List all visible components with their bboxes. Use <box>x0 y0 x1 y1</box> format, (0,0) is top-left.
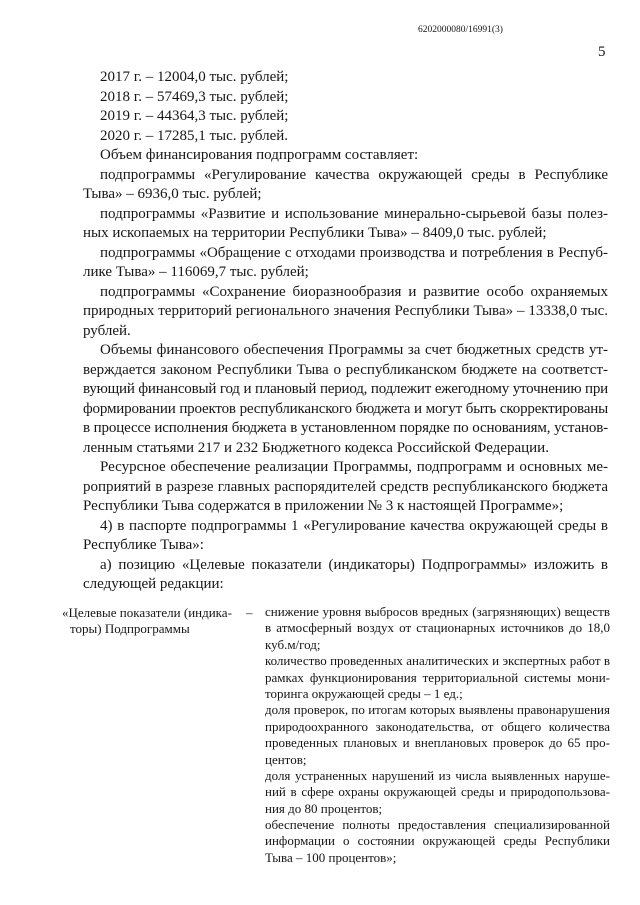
text-line: ных ископаемых на территории Республики Тыва» – 8409,0 тыс. рублей; <box>83 225 547 241</box>
text-line: роприятий в разрезе главных распорядителей средств республиканского бюджета <box>83 478 608 495</box>
text-line: вующий финансовый год и плановый период, подлежит ежегодному уточнению при <box>83 381 608 397</box>
table-value-line: природоохранного законодательства, от общего количества <box>265 718 610 734</box>
target-eliminated-violations-share <box>265 768 610 817</box>
text-line: Тыва» – 6936,0 тыс. рублей; <box>83 186 262 202</box>
funding-year-2020 <box>83 127 608 147</box>
budget-funding-paragraph <box>83 341 608 458</box>
table-value-line: Тыва – 100 процентов»; <box>265 849 397 865</box>
text-line: Объем финансирования подпрограмм составляет: <box>100 147 419 163</box>
text-line: Объемы финансового обеспечения Программы за счет бюджетных средств ут- <box>100 342 608 358</box>
targets-position-item-a <box>83 556 608 595</box>
funding-year-2017 <box>83 68 608 88</box>
text-line: верждается законом Республики Тыва о республиканском бюджете на соответст- <box>83 361 608 378</box>
text-line: а) позицию «Целевые показатели (индикаторы) Подпрограммы» изложить в <box>100 556 608 573</box>
text-line: 2020 г. – 17285,1 тыс. рублей. <box>100 127 289 144</box>
table-value-line: ния до 80 процентов; <box>265 800 383 816</box>
target-emissions-reduction <box>265 604 610 653</box>
table-value-line: проведенных плановых и внеплановых проверок до 65 про- <box>265 735 610 751</box>
passport-amendment-item-4 <box>83 517 608 556</box>
table-value-line: в атмосферный воздух от стационарных источников до 18,0 <box>265 620 610 636</box>
table-separator: – <box>246 605 253 620</box>
table-value-line: обеспечение полноты предоставления специализированной <box>265 817 610 833</box>
subprogram-environment-quality-funding <box>83 166 608 205</box>
text-line: в процессе исполнения бюджета в установленном порядке по основаниям, установ- <box>83 420 608 436</box>
subprogram-waste-funding <box>83 244 608 283</box>
text-line: ленным статьями 217 и 232 Бюджетного кодекса Российской Федерации. <box>83 439 549 456</box>
text-line: 2018 г. – 57469,3 тыс. рублей; <box>100 88 289 105</box>
text-line: природных территорий регионального значения Республики Тыва» – 13338,0 тыс. <box>83 303 608 319</box>
funding-year-2018 <box>83 88 608 108</box>
table-value-line: центов; <box>265 751 307 767</box>
text-line: 2019 г. – 44364,3 тыс. рублей; <box>100 108 289 124</box>
resource-provision-paragraph <box>83 458 608 517</box>
text-line: следующей редакции: <box>83 576 224 592</box>
text-line: 4) в паспорте подпрограммы 1 «Регулирование качества окружающей среды в <box>100 517 608 534</box>
table-label-line: торы) Подпрограммы <box>70 621 190 637</box>
table-value-line: доля проверок, по итогам которых выявлены правонарушения <box>265 702 610 718</box>
table-value-line: ний в сфере охраны окружающей среды и природопользова- <box>265 784 610 800</box>
table-value-line: рамках функционирования территориальной системы мони- <box>265 669 610 685</box>
text-line: подпрограммы «Обращение с отходами производства и потребления в Респуб- <box>100 244 608 261</box>
text-line: подпрограммы «Развитие и использование минерально-сырьевой базы полез- <box>100 205 608 222</box>
text-line: формировании проектов республиканского бюджета и могут быть скорректированы <box>83 400 608 417</box>
text-line: Республике Тыва»: <box>83 537 204 553</box>
subprograms-funding-intro <box>83 146 608 166</box>
body-text <box>83 68 608 595</box>
table-label <box>62 605 242 638</box>
table-value-line: снижение уровня выбросов вредных (загрязняющих) веществ <box>265 604 610 619</box>
text-line: подпрограммы «Сохранение биоразнообразия и развитие особо охраняемых <box>100 283 608 300</box>
target-monitoring-works <box>265 653 610 702</box>
table-value <box>265 604 610 866</box>
table-value-line: доля устраненных нарушений из числа выявленных наруше- <box>265 767 610 783</box>
target-violations-inspections-share <box>265 702 610 768</box>
subprogram-biodiversity-funding <box>83 283 608 342</box>
table-value-line: куб.м/год; <box>265 636 321 652</box>
text-line: лике Тыва» – 116069,7 тыс. рублей; <box>83 264 309 280</box>
text-line: рублей. <box>83 322 131 339</box>
table-value-line: количество проведенных аналитических и экспертных работ в <box>265 653 610 669</box>
subprogram-mineral-resources-funding <box>83 205 608 244</box>
target-information-completeness <box>265 817 610 866</box>
text-line: 2017 г. – 12004,0 тыс. рублей; <box>100 69 289 85</box>
table-value-line: торинга окружающей среды – 1 ед.; <box>265 685 463 701</box>
text-line: подпрограммы «Регулирование качества окружающей среды в Республике <box>100 166 608 183</box>
table-value-line: информации о состоянии окружающей среды Республики <box>265 833 610 849</box>
table-label-line: «Целевые показатели (индика- <box>62 605 232 620</box>
page-number: 5 <box>598 44 606 60</box>
text-line: Ресурсное обеспечение реализации Программы, подпрограмм и основных ме- <box>100 459 608 475</box>
document-code: 6202000080/16991(3) <box>418 25 503 35</box>
funding-year-2019 <box>83 107 608 127</box>
text-line: Республики Тыва содержатся в приложении № 3 к настоящей Программе»; <box>83 498 564 514</box>
